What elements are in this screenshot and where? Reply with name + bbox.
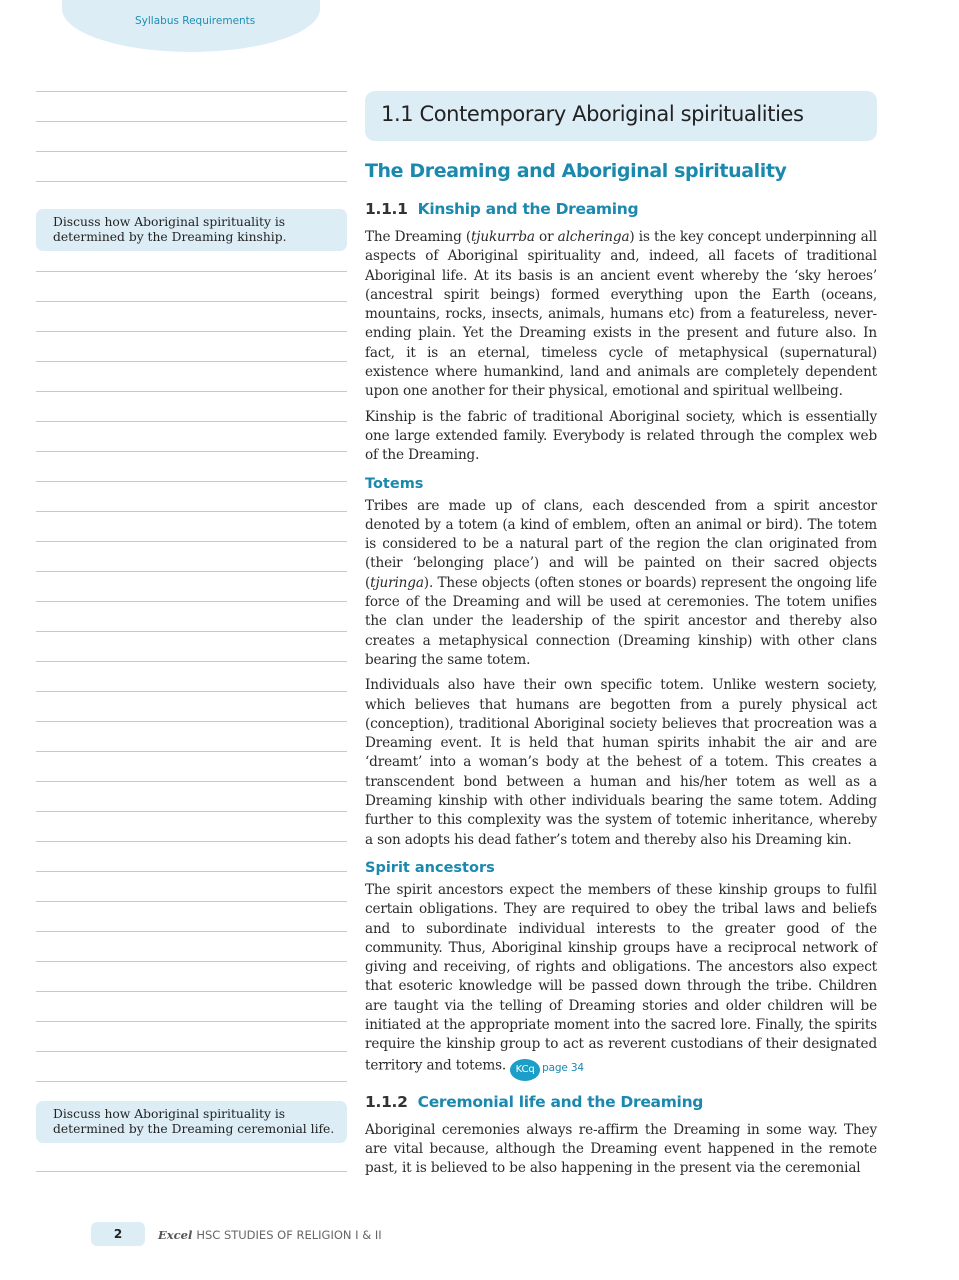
note-line [36,601,347,602]
paragraph-dreaming: The Dreaming (tjukurrba or alcheringa) is the key concept underpinning all aspects of Aboriginal spirituality and, indeed, all facets of traditional Aboriginal life. At its basis is an ancient event whereby the ‘sky heroes’ (ancestral spirit beings) formed everything upon the Earth (oceans, mountains, rocks, insects, animals, humans etc) from a featureless, never-ending plain. Yet the Dreaming exists in the present and future also. In fact, it is an eternal, timeless cycle of metaphysical (supernatural) existence where humankind, land and animals are completely dependent upon one another for their physical, emotional and spiritual wellbeing. [365,229,877,400]
paragraph-ceremonial: Aboriginal ceremonies always re-affirm the Dreaming in some way. They are vital because, although the Dreaming event happened in the remote past, it is believed to be also happening in the present via the ceremonial [365,1121,877,1177]
main-heading: The Dreaming and Aboriginal spirituality [365,160,787,182]
note-line [36,361,347,362]
note-line [36,721,347,722]
note-line [36,1171,347,1172]
main-column [365,158,877,1184]
kcq-reference[interactable] [510,1059,584,1081]
heading-totems: Totems [365,475,424,492]
note-line [36,331,347,332]
note-line [36,1081,347,1082]
paragraph-individual-totem: Individuals also have their own specific totem. Unlike western society, which believes that humans are begotten from a purely physical act (conception), traditional Aboriginal society believes that procreation was a Dreaming event. It is held that human spirits inhabit the air and are ‘dreamt’ into a woman’s body at the behest of a totem. This creates a transcendent bond between a human and his/her totem as well as a Dreaming kinship with other individuals bearing the same totem. Adding further to this complexity was the system of totemic inheritance, whereby a son adopts his dead father’s totem and thereby also his Dreaming kin. [365,677,877,848]
note-line [36,151,347,152]
note-line [36,181,347,182]
note-line [36,421,347,422]
note-line [36,541,347,542]
subsection-heading-ceremonial [365,1093,877,1111]
note-line [36,301,347,302]
subsection-heading-kinship [365,200,877,218]
note-line [36,631,347,632]
note-line [36,931,347,932]
page-number: 2 [91,1222,145,1246]
note-line [36,841,347,842]
margin-note-ceremonial: Discuss how Aboriginal spirituality is determined by the Dreaming ceremonial life. [36,1101,347,1143]
section-title-box [365,91,877,141]
section-title: 1.1 Contemporary Aboriginal spiritualities [381,102,804,126]
note-line [36,391,347,392]
note-line [36,451,347,452]
note-line [36,571,347,572]
note-line [36,901,347,902]
note-line [36,511,347,512]
note-line [36,871,347,872]
note-line [36,781,347,782]
note-line [36,991,347,992]
kcq-badge-icon: KCq [510,1059,540,1081]
kcq-page-link[interactable]: page 34 [542,1061,584,1074]
note-line [36,691,347,692]
note-line [36,961,347,962]
note-line [36,121,347,122]
header-tab-label: Syllabus Requirements [135,15,256,27]
note-line [36,1021,347,1022]
note-line [36,1051,347,1052]
footer-book-title: HSC STUDIES OF RELIGION I & II [196,1228,382,1242]
subsection-title: Kinship and the Dreaming [417,200,639,218]
note-line [36,481,347,482]
paragraph-totems: Tribes are made up of clans, each descended from a spirit ancestor denoted by a totem (a kind of emblem, often an animal or bird). The totem is considered to be a natural part of the region the clan originated from (their ‘belonging place’) and will be painted on their sacred objects (tjuringa). These objects (often stones or boards) represent the ongoing life force of the Dreaming and will be used at ceremonies. The totem unifies the clan under the leadership of the spirit ancestor and thereby also creates a metaphysical connection (Dreaming kinship) with other clans bearing the same totem. [365,497,877,668]
note-line [36,271,347,272]
note-line [36,811,347,812]
note-line [36,91,347,92]
heading-spirit-ancestors: Spirit ancestors [365,859,495,876]
paragraph-kinship: Kinship is the fabric of traditional Aboriginal society, which is essentially one large extended family. Everybody is related through the complex web of the Dreaming. [365,408,877,464]
footer-title [158,1228,382,1242]
note-line [36,661,347,662]
paragraph-spirit-ancestors: The spirit ancestors expect the members of these kinship groups to fulfil certain obligations. They are required to obey the tribal laws and beliefs and to subordinate individual interests to the greater good of the community. Thus, Aboriginal kinship groups have a reciprocal network of giving and receiving, of rights and obligations. The ancestors also expect that esoteric knowledge will be passed down through the tribe. Children are taught via the telling of Dreaming stories and older children will be initiated at the appropriate moment into the sacred lore. Finally, the spirits require the kinship group to act as reverent custodians of their designated territory and totems. KCq $^{page 34}$ [365,881,877,1077]
note-line [36,751,347,752]
subsection-title: Ceremonial life and the Dreaming [417,1092,704,1111]
footer-brand: Excel [158,1228,193,1242]
subsection-number: 1.1.1 [365,200,408,218]
margin-note-kinship: Discuss how Aboriginal spirituality is determined by the Dreaming kinship. [36,209,347,251]
subsection-number: 1.1.2 [365,1092,408,1111]
